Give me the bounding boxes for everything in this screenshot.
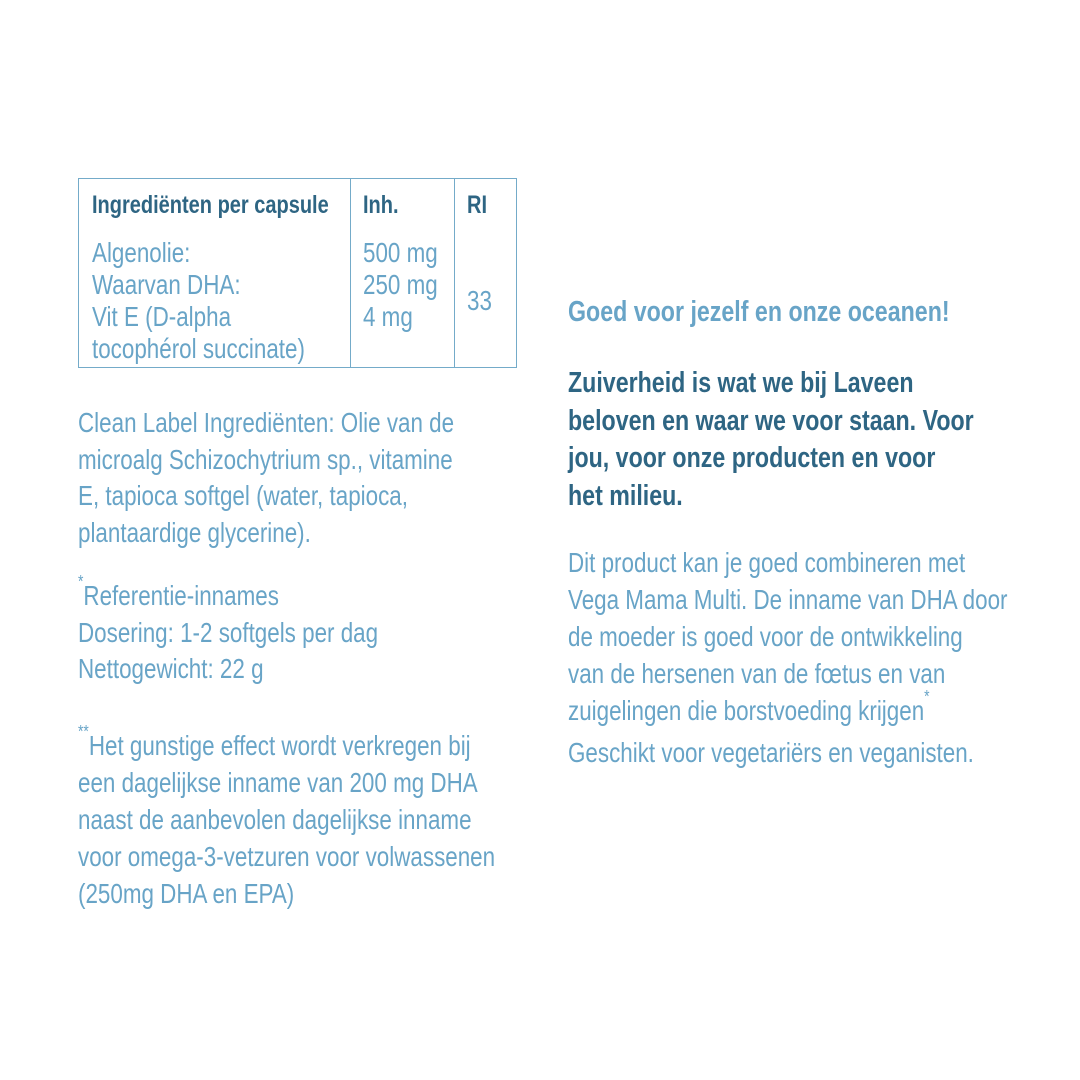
reference-title-line <box>78 570 378 615</box>
purity-line: Zuiverheid is wat we bij Laveen <box>568 367 914 399</box>
table-col-ri <box>454 179 516 367</box>
row-ri-vit-e: 33 <box>467 285 492 316</box>
footnote-line: een dagelijkse inname van 200 mg DHA <box>78 767 478 798</box>
clean-label-line: E, tapioca softgel (water, tapioca, <box>78 480 408 511</box>
purity-line: beloven en waar we voor staan. Voor <box>568 404 974 437</box>
clean-label-line: Clean Label Ingrediënten: Olie van de <box>78 407 455 438</box>
table-col-ingredients <box>79 179 350 367</box>
row-label-vit-e: Vit E (D-alpha tocophérol succinate) <box>92 301 305 364</box>
footnote-line: voor omega-3-vetzuren voor volwassenen <box>78 841 496 872</box>
table-header-ri: RI <box>467 191 487 219</box>
dosage-line: Dosering: 1-2 softgels per dag <box>78 616 379 648</box>
purity-statement <box>568 365 1075 515</box>
row-label-algenolie: Algenolie: <box>92 237 191 268</box>
combination-line: Vega Mama Multi. De inname van DHA door <box>568 584 1008 615</box>
combination-line: zuigelingen die borstvoeding krijgen* <box>568 685 930 726</box>
combination-line: Dit product kan je goed combineren met <box>568 547 966 578</box>
purity-line: jou, voor onze producten en voor <box>568 442 936 474</box>
net-weight-line: Nettogewicht: 22 g <box>78 653 264 684</box>
table-header-content: Inh. <box>363 191 399 219</box>
row-amount-algenolie: 500 mg <box>363 237 438 268</box>
asterisk-mark: * <box>924 685 930 706</box>
ingredients-table <box>78 178 517 368</box>
row-amount-vit-e: 4 mg <box>363 301 413 332</box>
combination-line: van de hersenen van de fœtus en van <box>568 658 946 689</box>
double-asterisk-mark: ** <box>78 720 89 741</box>
footnote-text <box>78 720 599 912</box>
table-header-ingredients: Ingrediënten per capsule <box>92 191 329 219</box>
clean-label-text <box>78 405 548 551</box>
table-col-content <box>350 179 454 367</box>
footnote-line: (250mg DHA en EPA) <box>78 878 295 909</box>
footnote-line: **Het gunstige effect wordt verkregen bij <box>78 720 471 761</box>
row-label-dha: Waarvan DHA: <box>92 269 241 300</box>
ocean-headline: Goed voor jezelf en onze oceanen! <box>568 296 950 328</box>
row-amount-dha: 250 mg <box>363 269 438 300</box>
combination-line: de moeder is goed voor de ontwikkeling <box>568 621 963 652</box>
clean-label-line: plantaardige glycerine). <box>78 516 311 548</box>
reference-intake-note <box>78 570 453 688</box>
clean-label-line: microalg Schizochytrium sp., vitamine <box>78 443 453 475</box>
suitability-line: Geschikt voor vegetariërs en veganisten. <box>568 737 974 768</box>
reference-title: Referentie-innames <box>83 580 279 611</box>
footnote-line: naast de aanbevolen dagelijkse inname <box>78 804 472 835</box>
asterisk-mark: * <box>78 570 84 591</box>
combination-text <box>568 544 1080 771</box>
purity-line: het milieu. <box>568 479 683 512</box>
